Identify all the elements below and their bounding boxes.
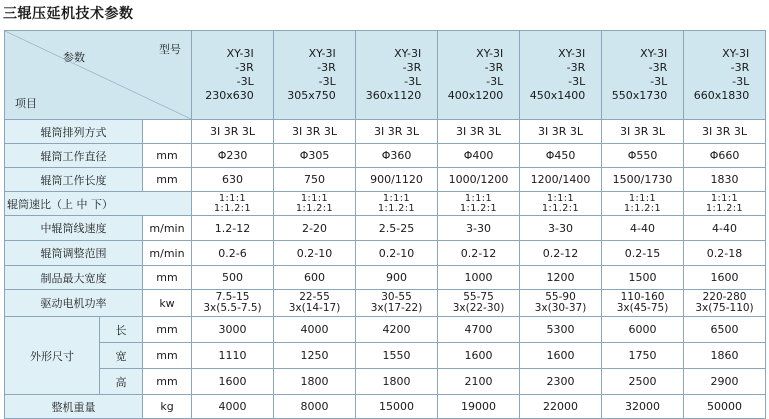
model-header-cell — [438, 31, 520, 120]
value-line: 55-90 — [545, 291, 576, 303]
value-text: 2-20 — [302, 221, 327, 235]
row-label-text: 辊筒排列方式 — [40, 125, 107, 139]
value-cell — [192, 120, 274, 144]
row-label-text: 制品最大宽度 — [40, 271, 107, 285]
value-text: Φ230 — [217, 149, 248, 162]
row-label — [5, 290, 143, 317]
value-line: 3x(45-75) — [616, 302, 669, 314]
value-line: 22-55 — [299, 291, 330, 303]
dim-sub-text: 长 — [115, 323, 127, 337]
model-line: XY-3I — [558, 47, 586, 60]
value-text: 4-40 — [630, 221, 655, 235]
value-text: 0.2-12 — [460, 246, 497, 260]
value-cell — [274, 317, 356, 343]
value-text: Φ450 — [545, 149, 576, 162]
value-text: 3-30 — [466, 221, 491, 235]
model-line: 360x1120 — [365, 89, 422, 102]
value-text: 3I 3R 3L — [538, 125, 584, 138]
row-speed — [5, 216, 766, 241]
value-text: 4-40 — [712, 221, 737, 235]
value-line: 3x(5.5-7.5) — [203, 302, 262, 314]
value-cell — [438, 369, 520, 395]
spec-table — [4, 30, 766, 419]
row-dims-width — [5, 343, 766, 369]
value-text: 8000 — [300, 400, 329, 413]
ratio-line: 1:1.2:1 — [623, 202, 662, 214]
row-dims-height — [5, 369, 766, 395]
value-cell — [684, 317, 766, 343]
value-cell — [192, 395, 274, 419]
ratio-line: 1:1.2:1 — [541, 202, 580, 214]
value-cell — [520, 290, 602, 317]
unit-text: mm — [156, 349, 178, 362]
value-cell — [602, 343, 684, 369]
value-text: 2.5-25 — [378, 221, 415, 235]
value-line: 3x(30-37) — [534, 302, 587, 314]
model-header-cell — [192, 31, 274, 120]
value-text: 1800 — [382, 375, 411, 388]
value-cell — [192, 266, 274, 290]
model-line: 305x750 — [287, 89, 336, 102]
model-line: XY-3I — [308, 47, 336, 60]
model-line: 550x1730 — [611, 89, 668, 102]
value-cell — [684, 168, 766, 192]
value-cell — [602, 192, 684, 216]
value-text: 4700 — [464, 323, 493, 336]
header-corner — [5, 31, 192, 120]
value-line: 3x(17-22) — [370, 302, 423, 314]
model-line: 660x1830 — [693, 89, 750, 102]
value-cell — [520, 216, 602, 241]
row-arrangement — [5, 120, 766, 144]
value-cell — [684, 290, 766, 317]
ratio-line: 1:1:1 — [218, 192, 247, 204]
value-text: 15000 — [379, 400, 415, 413]
ratio-line: 1:1.2:1 — [377, 202, 416, 214]
row-label — [5, 168, 143, 192]
value-text: 1800 — [300, 375, 329, 388]
value-cell — [274, 395, 356, 419]
value-text: 1500 — [628, 271, 657, 284]
value-cell — [684, 369, 766, 395]
unit-text: mm — [156, 173, 178, 186]
value-text: 19000 — [461, 400, 497, 413]
ratio-line: 1:1:1 — [710, 192, 739, 204]
value-text: 3000 — [218, 323, 247, 336]
value-cell — [520, 120, 602, 144]
model-line: XY-3I — [394, 47, 422, 60]
model-line: -3R — [566, 61, 586, 74]
model-line: 400x1200 — [447, 89, 504, 102]
value-line: 7.5-15 — [215, 291, 250, 303]
row-label-text: 辊筒速比（上 中 下） — [7, 197, 113, 211]
value-text: 1200/1400 — [530, 173, 591, 186]
value-text: 1600 — [710, 271, 739, 284]
value-cell — [684, 241, 766, 266]
value-text: 4200 — [382, 323, 411, 336]
row-label — [5, 120, 143, 144]
value-cell — [192, 144, 274, 168]
model-line: -3R — [730, 61, 750, 74]
value-cell — [192, 216, 274, 241]
row-label-text: 整机重量 — [51, 400, 96, 414]
value-text: 900/1120 — [370, 173, 423, 186]
model-header-cell — [274, 31, 356, 120]
row-adjust — [5, 241, 766, 266]
row-label-text: 辊筒工作长度 — [40, 173, 107, 187]
value-cell — [438, 192, 520, 216]
row-unit — [143, 216, 192, 241]
value-cell — [520, 266, 602, 290]
model-line: -3L — [236, 75, 254, 88]
value-line: 110-160 — [620, 291, 665, 303]
value-text: 32000 — [625, 400, 661, 413]
value-line: 3x(22-30) — [452, 302, 505, 314]
ratio-line: 1:1.2:1 — [295, 202, 334, 214]
value-cell — [520, 343, 602, 369]
value-cell — [684, 192, 766, 216]
value-cell — [438, 290, 520, 317]
value-cell — [520, 192, 602, 216]
value-cell — [192, 168, 274, 192]
value-cell — [438, 395, 520, 419]
value-text: 1200 — [546, 271, 575, 284]
value-text: 6500 — [710, 323, 739, 336]
value-text: 1600 — [464, 349, 493, 362]
value-cell — [602, 241, 684, 266]
model-line: -3R — [402, 61, 422, 74]
value-text: 3I 3R 3L — [620, 125, 666, 138]
ratio-line: 1:1:1 — [628, 192, 657, 204]
value-text: 3-30 — [548, 221, 573, 235]
value-text: 0.2-18 — [706, 246, 743, 260]
dim-sub-label — [100, 369, 143, 395]
value-text: 4000 — [218, 400, 247, 413]
value-text: 5300 — [546, 323, 575, 336]
value-line: 55-75 — [463, 291, 494, 303]
value-text: 3I 3R 3L — [292, 125, 338, 138]
param-label: 参数 — [63, 51, 85, 64]
unit-text: kw — [159, 296, 175, 310]
value-text: 0.2-10 — [296, 246, 333, 260]
ratio-line: 1:1:1 — [382, 192, 411, 204]
value-line: 220-280 — [702, 291, 747, 303]
value-text: Φ660 — [709, 149, 740, 162]
row-unit — [143, 343, 192, 369]
value-cell — [192, 317, 274, 343]
value-cell — [356, 216, 438, 241]
model-line: 450x1400 — [529, 89, 586, 102]
dim-sub-label — [100, 317, 143, 343]
model-line: -3L — [732, 75, 750, 88]
value-cell — [520, 168, 602, 192]
value-text: Φ550 — [627, 149, 658, 162]
value-text: 1500/1730 — [612, 173, 673, 186]
value-text: 0.2-10 — [378, 246, 415, 260]
model-line: XY-3I — [226, 47, 254, 60]
value-cell — [356, 192, 438, 216]
value-cell — [602, 216, 684, 241]
row-label-text: 驱动电机功率 — [40, 297, 107, 310]
model-line: 230x630 — [205, 89, 254, 102]
value-cell — [602, 369, 684, 395]
value-text: 1250 — [300, 349, 329, 362]
value-line: 3x(75-110) — [695, 302, 754, 314]
row-label — [5, 192, 192, 216]
value-cell — [602, 120, 684, 144]
model-line: XY-3I — [640, 47, 668, 60]
model-line: -3R — [648, 61, 668, 74]
model-header-cell — [684, 31, 766, 120]
value-text: 4000 — [300, 323, 329, 336]
row-label — [5, 241, 143, 266]
ratio-line: 1:1:1 — [300, 192, 329, 204]
row-label-text: 辊筒工作直径 — [40, 149, 107, 163]
value-cell — [684, 395, 766, 419]
value-cell — [438, 168, 520, 192]
value-cell — [356, 343, 438, 369]
ratio-line: 1:1.2:1 — [213, 202, 252, 214]
value-text: 2100 — [464, 375, 493, 388]
row-unit — [143, 144, 192, 168]
ratio-line: 1:1:1 — [464, 192, 493, 204]
value-cell — [520, 317, 602, 343]
value-text: 1600 — [546, 349, 575, 362]
value-text: 0.2-6 — [218, 246, 247, 260]
value-text: 50000 — [707, 400, 743, 413]
value-text: 1000/1200 — [448, 173, 509, 186]
value-cell — [602, 290, 684, 317]
value-text: 600 — [304, 271, 326, 284]
ratio-line: 1:1.2:1 — [705, 202, 744, 214]
value-text: 22000 — [543, 400, 579, 413]
value-line: 30-55 — [381, 291, 412, 303]
row-unit — [143, 395, 192, 419]
row-label-text: 外形尺寸 — [30, 349, 74, 363]
value-cell — [192, 290, 274, 317]
model-header-cell — [520, 31, 602, 120]
value-cell — [274, 216, 356, 241]
model-line: -3L — [404, 75, 422, 88]
value-cell — [438, 241, 520, 266]
value-text: 1110 — [218, 349, 247, 362]
ratio-line: 1:1:1 — [546, 192, 575, 204]
row-length — [5, 168, 766, 192]
row-label — [5, 144, 143, 168]
value-line: 3x(14-17) — [288, 302, 341, 314]
value-text: 900 — [386, 271, 408, 284]
value-cell — [684, 216, 766, 241]
value-cell — [520, 395, 602, 419]
value-cell — [520, 369, 602, 395]
value-cell — [684, 343, 766, 369]
value-text: 0.2-15 — [624, 246, 661, 260]
value-text: 1830 — [710, 173, 739, 186]
row-weight — [5, 395, 766, 419]
value-text: 630 — [222, 173, 244, 186]
row-dims-length — [5, 317, 766, 343]
model-line: -3L — [568, 75, 586, 88]
value-text: 750 — [304, 173, 326, 186]
value-cell — [438, 144, 520, 168]
value-cell — [520, 241, 602, 266]
value-cell — [356, 144, 438, 168]
unit-text: m/min — [149, 221, 185, 235]
value-text: 1000 — [464, 271, 493, 284]
model-label: 型号 — [159, 43, 182, 56]
value-cell — [438, 120, 520, 144]
value-cell — [356, 266, 438, 290]
row-ratio — [5, 192, 766, 216]
row-label-text: 辊筒调整范围 — [40, 247, 107, 260]
value-cell — [520, 144, 602, 168]
row-label — [5, 395, 143, 419]
value-cell — [192, 343, 274, 369]
value-cell — [356, 241, 438, 266]
value-cell — [274, 290, 356, 317]
value-text: 1550 — [382, 349, 411, 362]
model-header-cell — [356, 31, 438, 120]
page-title: 三辊压延机技术参数 — [3, 6, 134, 22]
value-cell — [602, 266, 684, 290]
value-text: 0.2-12 — [542, 246, 579, 260]
value-cell — [356, 369, 438, 395]
value-cell — [274, 120, 356, 144]
value-cell — [438, 317, 520, 343]
model-line: -3R — [235, 61, 254, 74]
value-cell — [438, 266, 520, 290]
row-unit — [143, 369, 192, 395]
value-text: 2900 — [710, 375, 739, 388]
value-cell — [274, 192, 356, 216]
dim-sub-label — [100, 343, 143, 369]
value-text: 2500 — [628, 375, 657, 388]
dim-sub-text: 宽 — [115, 349, 127, 363]
value-cell — [274, 266, 356, 290]
value-text: 3I 3R 3L — [456, 125, 502, 138]
value-cell — [684, 120, 766, 144]
model-line: XY-3I — [476, 47, 504, 60]
unit-text: mm — [156, 149, 178, 162]
unit-text: mm — [156, 271, 178, 284]
value-text: 3I 3R 3L — [702, 125, 748, 138]
value-text: Φ360 — [381, 149, 412, 162]
value-text: 3I 3R 3L — [374, 125, 420, 138]
value-cell — [602, 168, 684, 192]
model-line: -3R — [317, 61, 336, 74]
value-text: 500 — [222, 271, 244, 284]
value-cell — [602, 395, 684, 419]
row-unit — [143, 290, 192, 317]
unit-text: kg — [160, 400, 174, 413]
model-line: -3L — [486, 75, 504, 88]
row-unit — [143, 168, 192, 192]
row-diameter — [5, 144, 766, 168]
dim-sub-text: 高 — [115, 375, 127, 389]
model-line: -3L — [650, 75, 668, 88]
value-cell — [602, 317, 684, 343]
row-unit — [143, 241, 192, 266]
value-cell — [192, 241, 274, 266]
value-text: 1600 — [218, 375, 247, 388]
value-text: 1750 — [628, 349, 657, 362]
value-text: 1860 — [710, 349, 739, 362]
value-cell — [274, 343, 356, 369]
value-cell — [274, 369, 356, 395]
value-cell — [684, 144, 766, 168]
value-cell — [356, 290, 438, 317]
value-cell — [356, 120, 438, 144]
value-cell — [684, 266, 766, 290]
unit-text: mm — [156, 375, 178, 388]
model-line: -3L — [318, 75, 336, 88]
model-line: XY-3I — [722, 47, 750, 60]
model-header-cell — [602, 31, 684, 120]
value-text: Φ400 — [463, 149, 494, 162]
value-text: 1.2-12 — [214, 221, 251, 235]
row-label — [5, 317, 100, 395]
value-text: 6000 — [628, 323, 657, 336]
value-cell — [602, 144, 684, 168]
value-text: Φ305 — [299, 149, 330, 162]
value-cell — [192, 192, 274, 216]
model-line: -3R — [484, 61, 504, 74]
row-width — [5, 266, 766, 290]
value-cell — [356, 395, 438, 419]
value-cell — [192, 369, 274, 395]
row-unit — [143, 266, 192, 290]
value-cell — [274, 241, 356, 266]
row-power — [5, 290, 766, 317]
row-unit — [143, 317, 192, 343]
row-label — [5, 216, 143, 241]
row-unit — [143, 120, 192, 144]
value-cell — [438, 216, 520, 241]
row-label — [5, 266, 143, 290]
ratio-line: 1:1.2:1 — [459, 202, 498, 214]
value-cell — [274, 144, 356, 168]
row-label-text: 中辊筒线速度 — [40, 222, 107, 235]
item-label: 项目 — [15, 97, 37, 110]
header-row — [5, 31, 766, 120]
value-text: 3I 3R 3L — [210, 125, 256, 138]
value-cell — [356, 317, 438, 343]
value-cell — [274, 168, 356, 192]
unit-text: m/min — [149, 246, 185, 260]
value-text: 2300 — [546, 375, 575, 388]
value-cell — [438, 343, 520, 369]
value-cell — [356, 168, 438, 192]
unit-text: mm — [156, 323, 178, 336]
